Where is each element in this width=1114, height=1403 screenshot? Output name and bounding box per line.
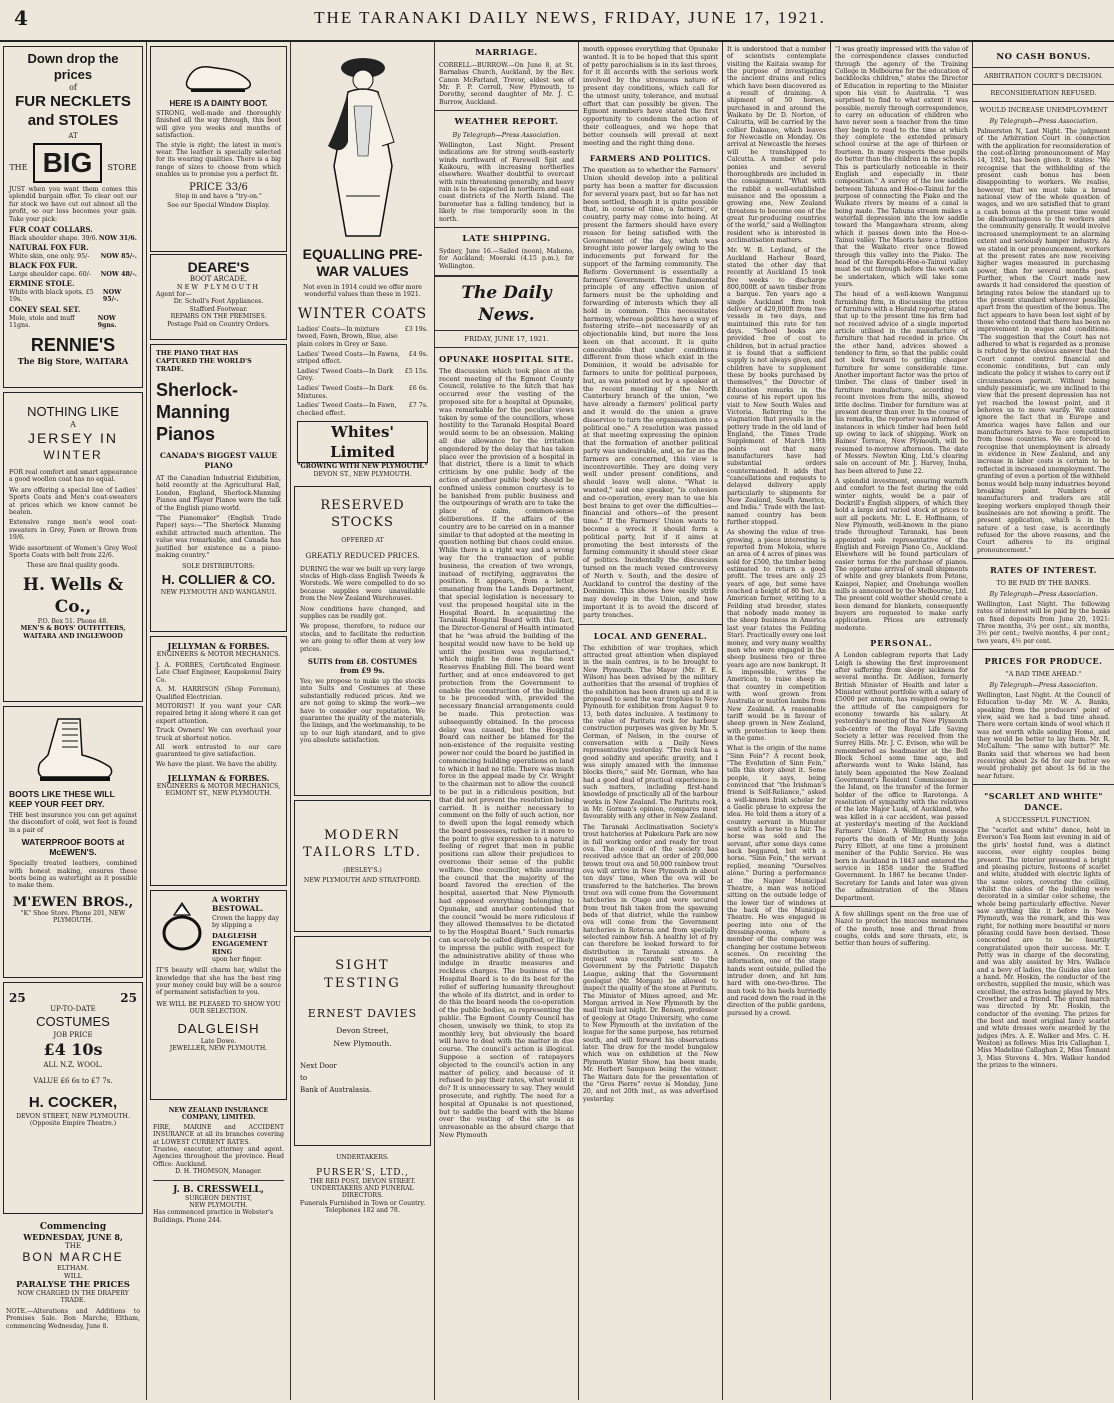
store-town: WAITARA AND INGLEWOOD	[23, 632, 123, 640]
fur-item	[9, 306, 137, 330]
ad-price: £4 10s	[43, 1040, 103, 1059]
fur-item	[9, 262, 137, 278]
masthead	[0, 0, 1114, 42]
ad-text: A	[70, 420, 76, 429]
sherlock-manning-ad	[150, 344, 287, 632]
store-name: H. COCKER,	[28, 1094, 118, 1111]
bon-marche-ad	[0, 1218, 146, 1334]
byline: By Telegraph—Press Association.	[989, 589, 1098, 598]
ad-body: Step in and have a "try-on."	[175, 192, 262, 200]
modern-tailors-ad	[294, 800, 431, 932]
coat-item	[297, 402, 428, 417]
fur-item-price: NOW 31/6.	[98, 234, 137, 242]
ad-headline: RESERVED STOCKS	[320, 498, 405, 531]
ad-text: NOW CHARGED IN THE DRAPERY TRADE.	[17, 1290, 129, 1305]
coat-item-list	[297, 326, 428, 418]
ad-body: Stafford Footwear.	[189, 305, 248, 313]
ad-headline: COSTUMES	[36, 1014, 110, 1029]
fur-item-row	[9, 315, 137, 330]
store-name: BON MARCHE	[22, 1250, 124, 1264]
ad-body: All work entrusted to our care guaranteed to give satisfaction.	[156, 744, 281, 759]
article-subheadline: A SUCCESSFUL FUNCTION.	[995, 816, 1092, 825]
fur-item-name: FUR COAT COLLARS.	[9, 225, 93, 235]
jellyman-forbes-ad	[150, 636, 287, 886]
article-text: CORRELL—BURROW.—On June 8, at St. Barnabas Church, Auckland, by the Rev. Canon McFarland, Trevor, eldest son of Mr. F. P. Correll, New Plymouth, to Dorothy, second daughter of Mr. J. C. Burrow, Auckland.	[439, 62, 574, 106]
ad-body: FOR real comfort and smart appearance a good woollen coat has no equal.	[9, 469, 137, 484]
coat-item-price: £7 7s.	[408, 402, 428, 410]
byline: By Telegraph—Press Association.	[989, 117, 1098, 125]
ad-body: See our Special Window Display.	[167, 202, 270, 210]
logo-text: BIG	[33, 143, 103, 183]
wells-jersey-ad	[3, 392, 143, 702]
coat-item-desc: Ladies' Coats—In mixture tweed, Fawn, Brown, Blue, also plain colors in Grey or Saxe.	[297, 325, 398, 348]
article-text: "I was greatly impressed with the value of the correspondence classes conducted through the agency of the Training College in Melbourne for the education of backblocks children," states the Director of Education in reporting to the Minister upon his visit to Australia. "I was surprised to find to what extent it was possible, merely through correspondence, to carry on education of children who have never seen a teacher from the time they begin to read to the time at which they complete the extended primary school course at the age of thirteen or fourteen. In many respects these pupils do better than the children in the schools. This is particularly noticeable in their English and especially in their composition." A survey of the low saddle between Tahuna and Hoe-o-Tainui for the purpose of connecting the Piako and the Waikato rivers by means of a canal is being made. The Tahuna stream makes a waterfall depression into the low saddle toward the Mangawhara stream, along which it passes down into the Hoe-o-Tainui valley. The Maoris have a tradition that the Waikato river once flowed through this valley into the Piako. The head of the Kerepehi-Hoe-o-Tainui valley must be cut through before the work can be undertaken, which will take some years.	[835, 46, 968, 288]
article-text: Wellington, Last Night. At the Council of Education to-day Mr. W. A. Banks, speaking from the producers' point of view, said we had a bad time ahead. There were certain kinds of wool which it was not worth while sending Home, and they would be better to lay them. Mr. R. McCallum: "The same with butter?" Mr. Banks said that whereas we had been receiving about 2s 6d for our butter we would probably get about 1s 6d in the near future.	[977, 692, 1110, 780]
store-name: M'EWEN BROS.,	[12, 894, 134, 910]
store-name: JELLYMAN & FORBES.	[167, 773, 270, 784]
ad-text: SOLE DISTRIBUTORS:	[182, 563, 255, 571]
reserved-stocks-ad	[294, 486, 431, 796]
article-headline: OPUNAKE HOSPITAL SITE.	[439, 353, 574, 364]
ad-headline: WINTER COATS	[297, 305, 428, 322]
article-headline: FARMERS AND POLITICS.	[589, 154, 712, 164]
byline: By Telegraph—Press Association.	[989, 681, 1098, 689]
article-headline: "SCARLET AND WHITE" DANCE.	[984, 791, 1103, 813]
woman-in-coat-illustration	[308, 46, 418, 246]
ad-body: MOTORIST! If you want your CAR repaired bring it along where it can get expert attention.	[156, 703, 281, 725]
ad-body: FIRE, MARINE and ACCIDENT INSURANCE at all its branches covering at LOWEST CURRENT RATES.	[153, 1123, 284, 1146]
store-name: DALGLEISH	[177, 1020, 260, 1036]
paper-title: The Daily News.	[461, 282, 552, 325]
article-text: Palmerston N, Last Night. The judgment of the Arbitration Court in connection with the application for reconsideration of the cost-of-living pronouncement of May 14, 1921, has been given. It states: "We recognise that the withholding of the present cash bonus has been disappointing to workers. We realise, however, that we must take a broad national view of the whole question of wages, and we are satisfied that to grant a cash bonus at the present time would be disadvantageous to the workers and the community generally. It would involve increased unemployment to an alarming extent and seriously hamper industry. As we stated in our pronouncement, workers at the present rates are now receiving higher wages measured in purchasing power, than for several months past. Further, when the Court made new awards it had considered the question of bringing rates below the standard up to the present standard wherever possible, apart from the question of the bonus. The fact appears to have been lost sight of by those who contend that there has been no improvement in wages and conditions. "The suggestion that the Court has not adhered to what is regarded as a promise is refuted by the obvious answer that the Court cannot control financial and economic conditions, but can only indicate the policy it wishes to carry out if circumstances permit. Without being unduly pessimistic, we are inclined to the view that the present depression has not yet reached the lowest point, and it behoves us to move warily. We cannot ignore the fact that in Europe and America wages have fallen and our manufacturers have to face competition from those countries. We are forced to recognise that unemployment is already in evidence in New Zealand, and any increase in labor costs is certain to be reflected in increased unemployment. The granting of even a portion of the withheld bonus would help many industries beyond breaking point. Numbers of manufacturers and traders are still keeping workers employed though their businesses are not showing a profit. The present application, which is in the nature of a test case, is accordingly refused for the above reasons, and the Court adheres to its original pronouncement."	[977, 128, 1110, 554]
ad-body: Specially treated leathers, combined with honest making, ensures these boots being as watertight as it possible to make them.	[9, 860, 137, 890]
fur-item	[9, 244, 137, 260]
article-subheadline: RECONSIDERATION REFUSED.	[990, 89, 1097, 97]
ad-text: UNDERTAKERS.	[336, 1154, 389, 1162]
ad-text: ELTHAM.	[57, 1264, 89, 1272]
fur-item-desc: White with black spots. £5 19s.	[9, 288, 94, 304]
ad-headline: Down drop the prices	[27, 51, 119, 82]
store-addr: P.O. Box 51. Phone 48.	[37, 617, 109, 625]
fur-item-price: NOW 48/-.	[100, 270, 137, 278]
store-name: Whites' Limited	[297, 421, 428, 463]
fur-item-desc: Large shoulder cape. 60/-	[9, 270, 91, 278]
ad-text: AT	[68, 132, 78, 140]
store-sub: BOOT ARCADE,	[189, 275, 248, 283]
coat-item	[297, 385, 428, 400]
ad-body: DURING the war we built up very large stocks of High-class English Tweeds & Worsteds. We were compelled to do so because supplies were unavailable from the New Zealand Warehouses.	[300, 565, 425, 603]
column-8	[973, 42, 1114, 1400]
store-addr: THE RED POST, DEVON STREET.	[309, 1177, 416, 1185]
fur-item-list	[9, 226, 137, 330]
coat-item-price: £5 15s.	[404, 367, 428, 375]
ad-text: THE PIANO THAT HAS CAPTURED THE WORLD'S TRADE.	[156, 349, 252, 373]
nz-insurance-ad	[147, 1104, 290, 1227]
ad-subheadline: GREATLY REDUCED PRICES.	[305, 550, 420, 560]
ad-text: to	[300, 1074, 308, 1083]
article-text: As showing the value of tree-growing, a piece interesting is reported from Mokoia, where an area of 4 acres of pines was sold for £500, the timber being estimated to return a good profit. The trees are only 25 years of age, but some have reached a height of 80 feet. An American farmer, writing to a Feilding stud breeder, states that nobody made money in the sheep business in America last year (states the Feilding Star). Practically every one lost money, and very many wealthy men who were engaged in the sheep business two or three years ago are now bankrupt. It is impossible, writes the American, to raise sheep in that country in competition with wool grown from Australia or mutton lambs from New Zealand. A reasonable tariff would be in favour of sheep grown in New Zealand, with protection to keep them in the game.	[727, 529, 827, 742]
column-6	[723, 42, 830, 1400]
article-text: A few shillings spent on the free use of Nazol to protect the mucous membranes of the mouth, nose and throat from coughs, colds and sore throats, etc, is better than hours of suffering.	[835, 910, 968, 948]
masthead-title: THE TARANAKI DAILY NEWS, FRIDAY, JUNE 17, 1921.	[314, 8, 826, 27]
column-4	[435, 42, 578, 1400]
ad-text: SURGEON DENTIST,	[185, 1194, 252, 1202]
mcewen-boots-ad	[3, 706, 143, 978]
byline: By Telegraph—Press Association.	[452, 131, 561, 140]
ad-body: We are offering a special line of Ladies' Sports Coats and Men's coat-sweaters at prices which we know cannot be beaten.	[9, 486, 137, 517]
store-addr: "K" Shoe Store. Phone 201, NEW PLYMOUTH.	[20, 909, 126, 925]
ring-ad-top	[156, 895, 281, 963]
article-text: The discussion which took place at the recent meeting of the Egmont County Council, relative to the hitch that has occurred over the vesting of the proposed site for a hospital at Opunake, was remarkable for the peculiar views taken by some of the councillors, whose hostility to the Taranaki Hospital Board would seem to be an obsession. Making all due allowance for the irritation engendered by the delay that has taken place over the provision of a hospital in that district, there is a limit to which criticism by one public body of the action of another public body should be confined unless common courtesy is to be banished from public business and the outpourings of wrath are to take the place of calm, common-sense deliberations. If the affairs of the country are to be carried on in a manner similar to that adopted at the meeting in question nothing but chaos could ensue. While there is a right way and a wrong way for the transaction of public business, the creation of two wrongs, instead of rectifying, aggravates the position. It appears, from a letter emanating from the Lands Department, that special legislation is necessary to vest the proposed hospital site in the Hospital Board. In acquainting the Taranaki Hospital Board with this fact, the Director-General of Health intimated that he "was afraid the building of the hospital would now have to be held up until the position was regularised," which might be done in the next Reserves Enabling Bill. The board went further, and at once endeavored to get protection from the Government to enable the construction of the building to be proceeded with, provided the necessary financial arrangements could be made. This protection was subsequently obtained. In the process delay was caused, but the Hospital Board can neither be blamed for the non-existence of the requisite vesting power nor could the board be justified in commencing building operations on land to which it had no title. There was much force in the appeal made by Cr. Wright to the chairman not to allow the council to be put in a ridiculous position, but that did not prevent the resolution being carried. It is neither necessary to comment on the folly of such action, nor to dwell upon the legal remedy which the board possesses, rather is it more to the point to give expression to a natural feeling of regret that men in public positions can allow their prejudices to overcome their sense of the public welfare. One councillor, while assuring the council that the majority of the board favored the erection of the hospital, asserted that New Plymouth had opposed everything belonging to Opunake, and another contended that the council "would be more ridiculous if they allowed themselves to be dictated to by the Hospital Board." Such remarks can scarcely be called dignified, or likely to impress the public with respect for the administrative ability of those who indulge in drastic measures and reckless charges. The business of the Hospital Board is to do its best for the relief of suffering humanity throughout the whole of its district, and in order to do this the board needs the co-operation of the public bodies, as representing the public. The Egmont County Council has chosen, unwisely we think, to stop its monthly levy, but obviously the board will have to deal with the matter in due course. The council's action is illogical. Suppose a section of ratepayers objected to the council's action in any matter of policy, and because of it refused to pay their rates, what would it do? It is unnecessary to say. They would prosecute, and rightly. The need for a hospital at Opunake is not questioned, but to saddle the board with the blame over the vesting of the site is as unreasonable as the absurd charge that New Plymouth	[439, 367, 574, 1139]
article-text: What is the origin of the name "Sinn Fein"? A recent book, "The Evolution of Sinn Fein," tells this story about it. Some people, it says, being convinced that "the Irishman's friend is Self-Reliance," asked a well-known Irish scholar for a Gaelic phrase to express the idea. He told them a story of a country servant in Munster sent with a horse to a fair. The horse was sold and the servant, after some days came back beggared, but with a horse. "Sinn Fein," the servant replied, meaning "Ourselves alone." During a performance at the Napier Municipal Theatre, a man was noticed sitting on the outside ledge of the lower tier of windows at the back of the Municipal Theatre. He was engaged in peering into one of the dressing-rooms, where a member of the company was changing her costume between scenes. On receiving the information, one of the stage hands went outside, pulled the intruder down, and hit him hard with one-two-three. The man took to his heels hurriedly and raced down the road in the direction of the public gardens, pursued by a crowd.	[727, 745, 826, 1017]
coat-item-desc: Ladies' Tweed Coats—In Dark Mixtures.	[297, 384, 394, 400]
ad-body: Postage Paid on Country Orders.	[167, 320, 270, 328]
ad-headline: MODERN TAILORS LTD.	[303, 828, 422, 861]
column-3	[291, 42, 434, 1400]
column-5	[579, 42, 722, 1400]
article-headline: PERSONAL.	[870, 638, 933, 649]
article-text: The "scarlet and white" dance, held in Everson's Tea Room last evening in aid of the girls' hostel fund, was a distinct success, over eighty couples being present. The interior presented a bright and pleasing picture, festoons of scarlet and white, studded with electric lights of the same colors, covering the ceiling, whilst the sides of the building were decorated in a similar color scheme, the whole being particularly effective. Never saw anything like it before in New Plymouth, was the remark, and this was right, for nothing more beautiful or more pleasing could have been devised. Those concerned are to be heartily congratulated upon their success. Mr. T. Petty was in charge of the decorating, and was ably assisted by Mrs. Wallace and a bevy of ladies, the Guides also lent a hand. Mr. Hoskin, the conductor of the orchestra, supplied the music, which was excellent, the extras being played by Mrs. Crowther and a friend. The grand march was directed by Mr. Hoskin, the conductor of the evening. The prizes for the best and most original fancy scarlet and white dresses were awarded by the judges (Mrs. A. E. Walker and Mrs. C. H. Weston) as follows: Miss Iris Callaghan 1, Miss Madeline Callaghan 2, Miss Tennant 3, Miss Stevens 4. Mrs. Walker handed the prizes to the winners.	[977, 827, 1110, 1070]
ad-text: 25	[9, 991, 26, 1005]
ad-text: Commencing	[39, 1222, 107, 1232]
ad-text: ALL N.Z. WOOL.	[43, 1061, 103, 1069]
article-headline: NO CASH BONUS.	[996, 52, 1091, 62]
logo-text: STORE	[107, 163, 137, 172]
ad-text: WILL	[64, 1272, 82, 1280]
article-text: Wellington, Last Night. Present indications are for strong south-easterly winds northward of Farewell Spit and Kaikoura, with increasing northerlies elsewhere. Weather doubtful to overcast with rain threatening generally, and heavy rain is to be expected in northern and east coast districts of the North Island. The barometer has a falling tendency, but is likely to rise temporarily soon in the north.	[439, 142, 574, 223]
ad-body: WE WILL BE PLEASED TO SHOW YOU OUR SELECTION.	[156, 1000, 281, 1016]
whites-coats-ad	[291, 42, 434, 482]
ad-body: D. H. THOMSON, Manager.	[175, 1168, 262, 1176]
ad-body: We have the plant. We have the ability.	[156, 760, 278, 768]
article-text: Wellington, Last Night. The following rates of interest will be paid by the banks on fixed deposits from June 20, 1921: Three months, 3¼ per cent.; six months, 3½ per cent.; twelve months, 4 per cent.; two years, 4½ per cent.	[977, 600, 1110, 645]
ad-text: ENGINEERS & MOTOR MECHANICS,	[156, 783, 281, 791]
coat-item-price: £6 6s.	[408, 384, 428, 392]
page-number: 4	[14, 6, 28, 30]
article-headline: LOCAL AND GENERAL.	[593, 630, 708, 641]
ad-text: ENGINEERS & MOTOR MECHANICS.	[156, 651, 281, 658]
ad-body: J. A. FORBES, Certificated Engineer. Late Chief Engineer, Kaupokonui Dairy Co.	[156, 662, 281, 684]
ad-headline: WATERPROOF BOOTS at McEWEN'S.	[21, 837, 125, 858]
ad-headline: Sherlock-Manning Pianos	[156, 380, 239, 444]
article-text: mouth opposes everything that Opunake wanted. It is to be hoped that this spirit of petty parochialism is in its last throes, for it ill accords with the serious work involved by the strenuous nature of present day conditions, which call for the utmost unity, tolerance, and mutual effort that can possibly be given. The Egmont members have stated the first opportunity to condemn the action of their colleagues, and we hope that better counsels will prevail at next meeting and the right thing done.	[583, 46, 718, 147]
ad-subheadline: CANADA'S BIGGEST VALUE PIANO	[159, 451, 278, 470]
ad-text: 25	[120, 991, 137, 1005]
ad-body: Now conditions have changed, and supplies can be readily got.	[300, 605, 425, 620]
dalgleish-ring-ad	[150, 890, 287, 1100]
fur-item-name: BLACK FOX FUR.	[9, 261, 78, 271]
ad-body: These are final quality goods.	[26, 562, 120, 570]
ad-body: Not even in 1914 could we offer more wonderful values than these in 1921.	[303, 284, 422, 299]
section-heading: WEATHER REPORT.	[454, 117, 559, 128]
store-addr: (Opposite Empire Theatre.)	[29, 1120, 117, 1128]
ad-headline: HERE IS A DAINTY BOOT.	[169, 99, 268, 108]
ad-headline: NEW ZEALAND INSURANCE COMPANY, LIMITED.	[168, 1107, 269, 1122]
fur-item-price: NOW 85/-.	[100, 252, 137, 260]
ad-body: Crown the happy day by slipping a	[212, 915, 279, 930]
ad-text: (BESLEY'S.)	[343, 867, 382, 875]
section-heading: MARRIAGE.	[475, 48, 538, 58]
store-tag: UNDERTAKERS AND FUNERAL DIRECTORS.	[311, 1184, 414, 1200]
coat-item	[297, 326, 428, 349]
coat-item-desc: Ladies' Tweed Coats—In Fawns, striped effect.	[297, 350, 400, 366]
fur-item-row	[9, 235, 137, 243]
coat-item-desc: Ladies' Tweed Coats—In Fawn, checked effect.	[297, 402, 397, 417]
store-addr: Devon Street,	[336, 1026, 389, 1036]
sight-testing-ad	[294, 936, 431, 1146]
section-heading: LATE SHIPPING.	[462, 233, 551, 244]
ad-text: VALUE £6 6s to £7 7s.	[33, 1077, 113, 1085]
ad-text: of	[69, 83, 77, 92]
ad-headline: JELLYMAN & FORBES.	[167, 641, 270, 651]
ad-headline: PARALYSE THE PRICES	[16, 1280, 130, 1290]
ad-price: PRICE 33/6	[189, 181, 248, 193]
ad-headline: A WORTHY BESTOWAL.	[212, 895, 264, 913]
ad-body: IT'S beauty will charm her, whilst the knowledge that she has the best ring your money could buy will be a source of permanent satisfaction to you.	[156, 967, 281, 997]
ring-illustration	[156, 895, 208, 955]
store-name: PURSER'S, LTD.,	[316, 1167, 409, 1178]
ad-text: Next Door	[300, 1062, 337, 1071]
fur-item-desc: Mole, stole and muff 11gns.	[9, 314, 75, 330]
ad-text: Bank of Australasia.	[300, 1086, 372, 1095]
fur-item	[9, 280, 137, 304]
pursers-undertakers-ad	[291, 1150, 434, 1218]
article-text: The head of a well-known Wanganui furnishing firm, in discussing the prices of furniture with a Herald reporter, stated that up to the present time his firm had not received advice of a single imported article utilised in the manufacture of furniture that had receded in price. On the other hand, advices showed a tendency to firm, so that the public could not look forward to getting cheaper furniture for some considerable time. Another important factor was the price of timber. The class of timber used in furniture manufacture, according to recent invoices from the mills, showed little decline. Timber for furniture was at present dearer than ever. In the course of his remarks, the reporter was informed of instances in which timber had been held up owing to lack of shipping. Work on Baines' Terrace, New Plymouth, will be resumed to-morrow afternoon. The date of Messrs. Newton King, Ltd.'s clearing sale on account of Mr. J. Harvey, Inuha, has been altered to June 22.	[835, 291, 968, 475]
ad-body: Wide assortment of Women's Grey Wool Sports Coats with belt from 22/6.	[9, 544, 137, 560]
ad-body: The style is right; the latest in men's wear. The leather is specially selected for its wearing qualities. There is a big range of sizes to choose from which enables us to promise you a perfect fit.	[156, 141, 281, 179]
fur-item	[9, 226, 137, 242]
ad-body: Has commenced practice in Webster's Buildings. Phone 244.	[153, 1209, 274, 1224]
store-tag: MEN'S & BOYS' OUTFITTERS,	[20, 625, 126, 633]
ad-body: upon her finger.	[212, 955, 263, 963]
fur-item-price: NOW 9gns.	[97, 314, 117, 330]
store-tag: The Big Store, WAITARA	[17, 355, 129, 366]
ad-body: "The Pianomaker" (English Trade Paper) says:—"The Sherlock Manning exhibit attracted much attention. The value was remarkable, and Canada has justified her existence as a piano-making country."	[156, 515, 281, 560]
store-addr: DEVON STREET, NEW PLYMOUTH.	[16, 1113, 130, 1120]
column-1	[0, 42, 146, 1400]
store-name: H. Wells & Co.,	[22, 574, 124, 617]
article-text: The exhibition of war trophies, which attracted great attention when displayed in the main centres, is to be brought to New Plymouth. The Mayor (Mr. F. E. Wilson) has been advised by the military authorities that the arsenal of trophies of the exhibition has been drawn up and it is proposed to send the war trophies to New Plymouth for exhibition from August 9 to 13, both dates inclusive. A testimony to the value of Paritutu rock for harbour construction purposes was given by Mr. S. Gorman, of Nelson, in the course of conversation with a Daily News representative yesterday. "The rock has a good solidity and specific gravity, and I was simply amazed with the immense blocks there," said Mr. Gorman, who has had a good deal of practical experience in such matters, including first-hand knowledge of practically all of the harbour works in New Zealand. The Paritutu rock, in Mr. Gorman's opinion, compares most favourably with any other in New Zealand.	[583, 644, 718, 821]
cocker-costumes-ad	[3, 982, 143, 1214]
article-text: A splendid investment, ensuring warmth and comfort to the feet during the cold winter nights, would be a pair of Dockrill's English slippers, of which they hold a large and varied stock at prices to suit all pockets. Mr. L. E. Hoffmann, of New Plymouth, well-known in the piano trade throughout Taranaki, has been appointed sole representative of the English and Foreign Piano Co., Auckland. Elsewhere will be found particulars of easier terms for the purchase of pianos. The opportune arrival of small shipments of white and grey blankets from Petone, Kaiapoi, Napier, and Onehunga woollen mills is announced by the Melbourne, Ltd. The present cold weather should create a keen demand for blankets, consequently buyers are requested to make early application. Prices are extremely moderate.	[835, 477, 968, 632]
coat-item	[297, 368, 428, 383]
fur-item-row	[9, 289, 137, 304]
ad-headline: JERSEY IN	[27, 430, 119, 446]
paper-date: FRIDAY, JUNE 17, 1921.	[464, 334, 549, 343]
column-7	[831, 42, 972, 1400]
big-store-logo	[9, 143, 137, 183]
ad-headline: DALGLEISH ENGAGEMENT RING	[212, 931, 268, 956]
ad-body: Funerals Furnished in Town or Country. Telephones 182 and 78.	[299, 1199, 426, 1215]
store-name: ERNEST DAVIES	[307, 1007, 418, 1021]
store-town: NEW PLYMOUTH	[176, 283, 261, 291]
fur-item-name: ERMINE STOLE.	[9, 279, 75, 289]
article-subheadline: TO BE PAID BY THE BANKS.	[996, 578, 1091, 587]
coat-item-desc: Ladies' Tweed Coats—In Dark Grey.	[297, 367, 394, 383]
store-addr: EGMONT ST., NEW PLYMOUTH.	[165, 790, 272, 798]
ad-body: Truck Owners! We can overhaul your truck at shortest notice.	[156, 727, 281, 742]
ad-body: REPAIRS ON THE PREMISES.	[170, 313, 267, 321]
ad-body: Trustee, executor, attorney and agent. Agencies throughout the province. Head Office: Auckland.	[153, 1146, 284, 1168]
ad-headline: WINTER	[43, 448, 103, 462]
article-headline: PRICES FOR PRODUCE.	[984, 656, 1103, 666]
deares-name-block	[150, 254, 287, 340]
ad-body: AT the Canadian Industrial Exhibition, held recently at the Agricultural Hall, London, England, Sherlock-Manning Pianos and Player Pianos were the talk of the English piano world.	[156, 475, 281, 512]
article-subheadline: WOULD INCREASE UNEMPLOYMENT	[979, 106, 1108, 114]
ad-headline: NOTHING LIKE	[27, 404, 119, 419]
ad-headline: EQUALLING PRE-WAR VALUES	[302, 246, 423, 279]
deares-boot-ad	[150, 46, 287, 252]
store-name: DEARE'S	[187, 259, 250, 275]
store-addr: New Plymouth.	[333, 1039, 392, 1049]
ad-text: WEDNESDAY, JUNE 8,	[23, 1232, 123, 1242]
fur-item-row	[9, 271, 137, 279]
boot-illustration	[28, 715, 118, 785]
article-text: Sydney, June 16.—Sailed (noon), Maheno, for Auckland; Moeraki (4.15 p.m.), for Wellington.	[439, 247, 574, 270]
ad-text: Late Dowe.	[200, 1037, 237, 1045]
ad-body: JUST when you want them comes this splendid bargain offer. To clear out our fur stock we have cut out almost all the profit, so our loss becomes your gain. Take your pick:	[9, 186, 137, 223]
ad-text: UP-TO-DATE	[50, 1005, 96, 1013]
article-text: The Taranaki Acclimatisation Society's trout hatcheries at Pukekura Park are now in full working order and ready for trout ova. The council of the society has received advice that an order of 200,000 brown trout ova and 50,000 rainbow trout ova will arrive in New Plymouth in about ten days' time, when the ova will be transferred to the hatcheries. The brown trout ova will come from the Government hatcheries in Otago and were secured from trout fish taken from the spawning beds of that district, while the rainbow ova will come from the Government hatcheries in Rotorua and from specially selected rainbow fish. A healthy lot of fry can therefore be looked forward to for distribution in Taranaki streams. A request was recently sent to the Government by the Patriotic Dispatch League, asking that the Government geologist (Mr. Morgan) be allowed to inspect the quality of the stone at Paritutu. The Minister of Mines agreed, and Mr. Morgan arrived in New Plymouth by the mail train last night. Dr. Benson, professor of geology at Otago University, who came to New Plymouth at the invitation of the league for the same purpose, has returned south, and will forward his observations later. The draw for the model bungalow which was on exhibition at the New Plymouth Winter Show, has been made, Mr. Herbert Sampson being the winner. The Waitara date for the presentation of the "Gros Pierre" revue is Monday, June 20, and not 20th inst., as was advertised yesterday.	[583, 823, 718, 1103]
rennies-fur-ad	[3, 46, 143, 388]
store-name: RENNIE'S	[30, 334, 116, 355]
ad-text: NEW PLYMOUTH.	[189, 1202, 248, 1210]
store-tag: JEWELLER, NEW PLYMOUTH.	[169, 1045, 268, 1053]
ad-headline: BOOTS LIKE THESE WILL KEEP YOUR FEET DRY.	[9, 789, 115, 809]
ad-body: STRONG, well-made and thoroughly finished all the way through, this boot will give you weeks and months of satisfaction.	[156, 110, 281, 140]
ad-body: We propose, therefore, to reduce our stocks, and to facilitate the reduction we are going to offer them at very low prices.	[300, 623, 425, 653]
store-addr: DEVON ST., NEW PLYMOUTH.	[313, 470, 412, 478]
ad-body: Yes; we propose to make up the stocks into Suits and Costumes at these substantially reduced prices. And we are not going to skimp the work—we have to consider our reputation. We guarantee the quality of the materials, the linings, and the workmanship, to be up to our high standard, and to give you absolute satisfaction.	[300, 678, 425, 745]
coat-item-price: £4 9s.	[408, 350, 428, 358]
store-name: H. COLLIER & CO.	[161, 571, 276, 587]
fur-item-desc: Black shoulder shape. 39/6.	[9, 234, 98, 242]
fur-item-desc: White skin, one only. 95/-	[9, 252, 90, 260]
article-text: It is understood that a number of scientists contemplate visiting the Kaitaia swamp for the purpose of investigating the ancient drains and relics which have been discovered as a result of draining. A shipment of 50 horses, purchased in and around the Waikato by Dr. D. Norton, of Calcutta, will be carried by the collier Dakanoo, which leaves for Newcastle on Monday. On arrival at Newcastle the horses will be transhipped to Calcutta. A number of polo ponies and several thoroughbreds are included in the consignment. "What with the rabbit a well-established nuisance and the opossum a growing one, New Zealand threatens to become one of the great fur-producing countries of the world," said a Wellington resident who is interested in acclimatisation matters.	[727, 46, 826, 244]
coat-item-price: £3 19s.	[404, 325, 428, 333]
ad-text: OFFERED AT	[341, 537, 384, 545]
ad-body: A. M. HARRISON (Shop Foreman), Qualified Electrician.	[156, 686, 281, 701]
article-headline: RATES OF INTEREST.	[990, 564, 1097, 575]
article-text: Mr. W. B. Leyland, of the Auckland Harbour Board, stated the other day that recently at Auckland 15 took five weeks to discharge 800,000ft of sawn timber from a barque. Ten years ago a single Auckland firm took delivery of 420,000ft from two vessels in two days, and maintained this rate for ten days. "School books are provided free of cost to children, but in actual practice it is found that a sufficient supply is not always given, and children have to supplement these by books purchased by themselves," the Director of Education remarks in the course of his report upon his visit to New South Wales and Victoria. Referring to the stagnation that prevails in the pottery trade in the old land of England, the Times Trade Supplement of March 19th points out that many manufacturers have had substantial orders countermanded. It adds that "cancellations and requests to delayed delivery apply particularly to shipments for New Zealand, South America, and India." Trade with the last-named country has been further stopped.	[727, 247, 826, 526]
article-text: The question as to whether the Farmers' Union should develop into a political party has been a matter for discussion for several years past, but so far has not been settled, though it is quite possible that, in course of time, a farmers', or country, party may come into being. At present the farmers should have every reason for being satisfied with the Government of the day, which was brought into power largely owing to the inducements put forward for the support of the farming community. The Reform Government is essentially a farmers' Government. The fundamental principle of any effective union of farmers must be the upholding and forwarding of interests which they all hold in common. This necessitates harmony, whereas politics have a way of fostering strife—not necessarily of an objectionable kind, but more the less keen on that account. It is quite conceivable that under conditions different from those which exist in the Dominion, it would be advisable for farmers to unite for political purposes, but, as was pointed out by a speaker at the recent meeting of the North Canterbury branch of the union, "we have already a farmers' political party and it would do the union a grave disservice to turn the organisation into a political one." A resolution was passed at that meeting expressing the opinion that the formation of another political party was undesirable, and, so far as the farmers are concerned, this view is incontrovertible. They are doing very well under present conditions, and should leave well alone. "What is wanted," said one speaker, "is cohesion and co-operation, every man to use his best brains to get over the difficulties—financial and others—of the present time." If the Farmers' Union wants to become a wreck it should form a political party, but if it aims at promoting the best interests of the farming community it should steer clear of politics. Incidentally the discussion turned on the much vexed controversy of North v. South, and the desire of Auckland to control the destiny of the Dominion. This shows how easily strife may develop in the Union, and how important it is to avoid the discord of party trenches.	[583, 167, 718, 619]
ad-text: THE	[65, 1242, 81, 1250]
coat-item	[297, 351, 428, 366]
ad-text: JOB PRICE	[53, 1031, 93, 1039]
column-2	[147, 42, 290, 1400]
ad-headline: SIGHT TESTING	[324, 958, 401, 992]
article-text: A London cablegram reports that Lady Leigh is showing the first improvement after suffering from sleepy sickness for several months. Dr. Addison, formerly British Minister of Health and later a Minister without portfolio with a salary of £5000 per annum, has resigned owing to the attitude of the campaigners for economy towards his salary. At yesterday's meeting of the New Plymouth sub-centre of the Royal Life Saving Society a letter was received from the Surrey Hills. Mr. J. C. Evison, who will be remembered as headmaster at the Bell Block School some time ago, and afterwards went to Wake Island, has lately been appointed the New Zealand Government's Resident Commissioner in the Island, on the transfer of the former holder of the office to Rarotonga. A resolution of sympathy with the relatives of the late Major Lusk, of Auckland, who was killed in a car accident, was passed at yesterday's meeting of the Auckland Farmers' Union. A Wellington message reports the death of Mr. Huntly John Parry Elliott, at one time a prominent member of the Public Service. He was born in Auckland in 1843 and entered the service in 1858 under the Stafford Government. In 1867 he became Under-Secretary for Lands and later was given the administration of the Mines Department.	[835, 652, 968, 902]
fur-item-price: NOW 95/-.	[102, 288, 122, 304]
store-tag: "GROWING WITH NEW PLYMOUTH."	[297, 463, 428, 471]
logo-text: THE	[9, 163, 28, 172]
ad-headline: FUR NECKLETS and STOLES	[15, 93, 131, 129]
fur-item-name: CONEY SEAL SET.	[9, 305, 81, 314]
ad-body: THE best insurance you can get against the discomfort of cold, wet feet is found in a pair of	[9, 812, 137, 834]
store-town: NEW PLYMOUTH AND WANGANUI.	[160, 588, 277, 596]
shoe-illustration	[183, 55, 255, 95]
ad-body: Dr. Scholl's Foot Appliances.	[173, 298, 264, 306]
article-subheadline: "A BAD TIME AHEAD."	[1005, 670, 1082, 678]
ad-body: NOTE.—Alterations and Additions to Premises Sale. Bon Marche, Eltham, commencing Wednesday, June 8.	[6, 1307, 140, 1330]
ad-body: Extensive range men's wool coat-sweaters in Grey, Fawn or Brown from 19/6.	[9, 519, 137, 542]
article-subheadline: ARBITRATION COURT'S DECISION.	[984, 72, 1103, 80]
ad-numbers	[9, 991, 137, 1005]
fur-item-row	[9, 253, 137, 261]
ad-text: NEW PLYMOUTH AND STRATFORD.	[303, 876, 422, 884]
ad-headline: J. B. CRESSWELL,	[173, 1184, 264, 1195]
ad-subheadline: SUITS from £8. COSTUMES from £9 9s.	[307, 657, 418, 676]
ad-body: Agent for—	[156, 291, 192, 298]
fur-item-name: NATURAL FOX FUR.	[9, 243, 89, 253]
